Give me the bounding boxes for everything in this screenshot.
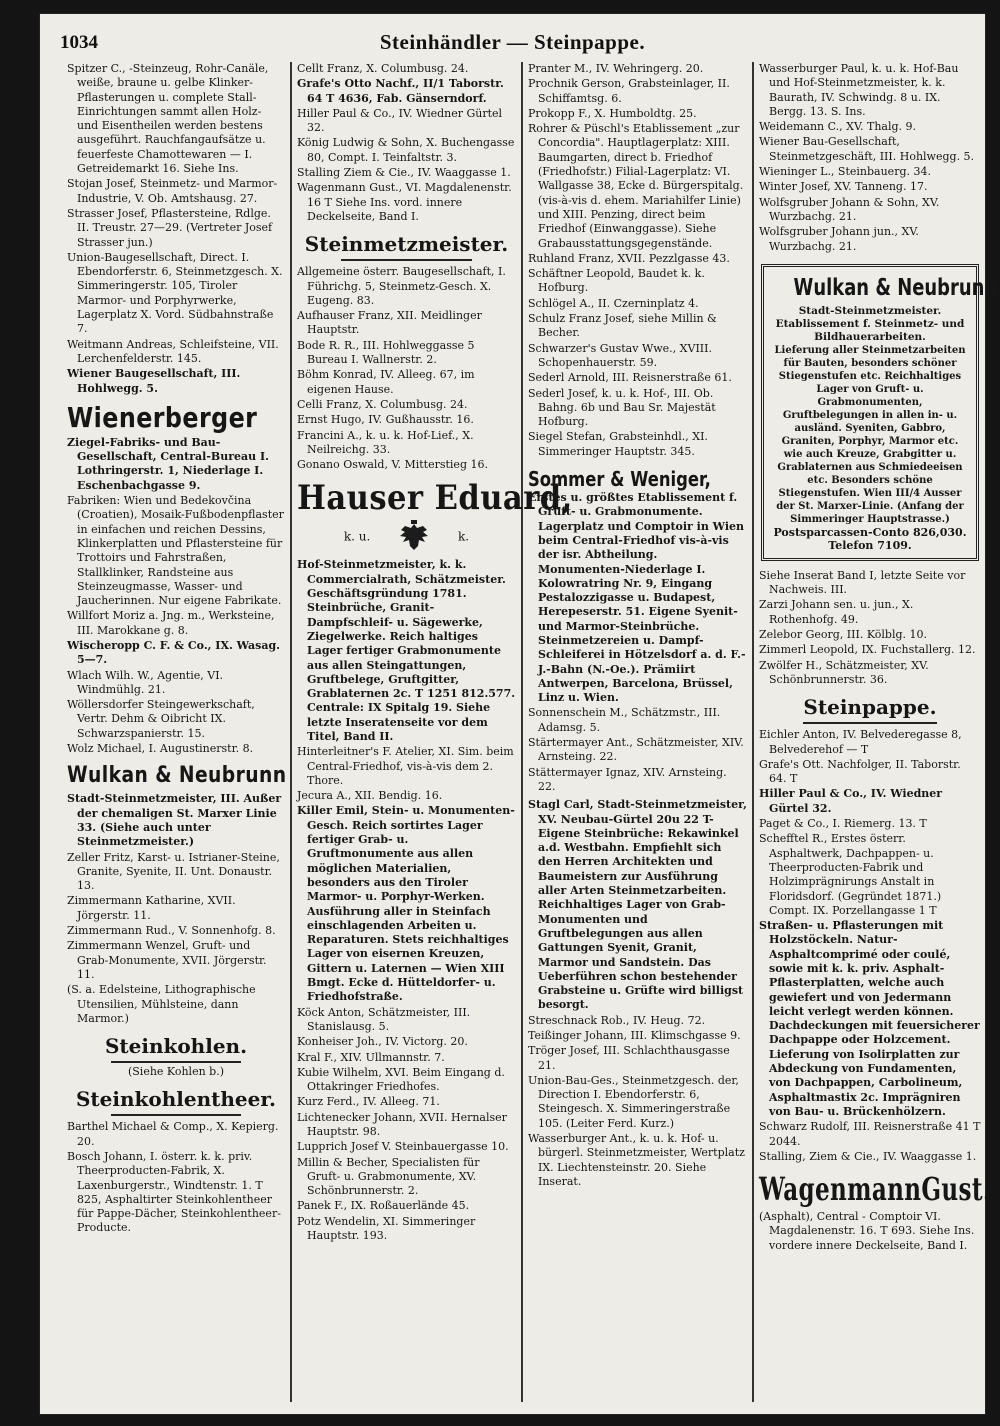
directory-entry: Wiener Baugesellschaft, III. Hohlwegg. 5. [67,367,241,395]
directory-entry: Paget & Co., I. Riemerg. 13. T [759,817,927,831]
directory-entry: Schwarzer's Gustav Wwe., XVIII. Schopenhauerstr. 59. [528,341,712,369]
crest-row [297,520,516,554]
directory-entry: Zimmermann Katharine, XVII. Jörgerstr. 11. [67,894,236,922]
directory-page [40,14,998,1414]
directory-entry: Aufhauser Franz, XII. Meidlinger Hauptstr. [297,309,482,337]
directory-entry: Kubie Wilhelm, XVI. Beim Eingang d. Ottakringer Friedhofes. [297,1065,505,1094]
directory-entry: Union-Bau-Ges., Steinmetzgesch. der, Direction I. Ebendorferstr. 6, Steingesch. X. Simmeringerstraße 105. (Leiter Ferd. Kurz.) [528,1073,739,1130]
directory-entry: Prochnik Gerson, Grabsteinlager, II. Schiffamtsg. 6. [528,77,730,105]
directory-entry: Teißinger Johann, III. Klimschgasse 9. [528,1029,741,1042]
directory-entry: Panek F., IX. Roßauerlände 45. [297,1199,470,1213]
directory-entry: Bosch Johann, I. österr. k. k. priv. Theerproducten-Fabrik, X. Laxenburgerstr., Windtenstr. 1. T 825, Asphaltirter Steinkohlentheer für Pappe-Dächer, Steinkohlentheer-Producte. [67,1150,281,1235]
directory-entry: Wöllersdorfer Steingewerkschaft, Vertr. Dehm & Oibricht IX. Schwarzspanierstr. 15. [67,698,255,740]
ku-label: k. u. [343,529,371,544]
directory-entry: Spitzer C., -Steinzeug, Rohr-Canäle, weiße, braune u. gelbe Klinker-Pflasterungen u. complete Stall-Einrichtungen sammt allen Holz- und Eisentheilen werden bestens ausgeführt. Rauchfangaufsätze u. feuerfeste Chamottewaren — I. Getreidemarkt 16. Siehe Ins. [67,62,269,176]
wienerberger-name: Wienerberger [67,400,258,434]
directory-entry: Strasser Josef, Pflastersteine, Rdlge. II. Treustr. 27—29. (Vertreter Josef Strasser jun.) [67,206,273,249]
ad-account: Postsparcassen-Conto 826,030. [773,525,967,539]
directory-entry: Schlögel A., II. Czerninplatz 4. [528,296,699,310]
section-note: (Siehe Kohlen b.) [127,1065,224,1079]
directory-entry: Celli Franz, X. Columbusg. 24. [297,397,468,411]
directory-entry: Barthel Michael & Comp., X. Kepierg. 20. [67,1120,279,1148]
directory-entry: Stojan Josef, Steinmetz- und Marmor-Industrie, V. Ob. Amtshausg. 27. [67,177,278,205]
directory-entry: Weidemann C., XV. Thalg. 9. [759,120,917,134]
column-3 [521,62,752,1402]
column-1 [62,62,290,1402]
section-heading-steinkohlentheer: Steinkohlentheer. [67,1087,285,1116]
wagenmann-text: (Asphalt), Central - Comptoir VI. Magdalenenstr. 16. T 693. Siehe Ins. vordere innere Deckelseite, Band I. [759,1210,975,1252]
cross-reference: (S. a. Edelsteine, Lithographische Utensilien, Mühlsteine, dann Marmor.) [67,983,256,1025]
wulkan-name: Wulkan & Neubrunn [67,763,287,789]
directory-entry: Ernst Hugo, IV. Gußhausstr. 16. [297,413,474,427]
directory-entry: Allgemeine österr. Baugesellschaft, I. Führichg. 5, Steinmetz-Gesch. X. Eugeng. 83. [297,265,506,307]
directory-entry: Hiller Paul & Co., IV. Wiedner Gürtel 32. [759,787,943,815]
directory-entry: Sederl Arnold, III. Reisnerstraße 61. [528,371,732,385]
directory-entry: Stalling Ziem & Cie., IV. Waaggasse 1. [297,166,511,180]
directory-entry: Prokopp F., X. Humboldtg. 25. [528,106,697,120]
section-heading-steinmetzmeister: Steinmetzmeister. [297,232,516,261]
directory-entry: Hinterleitner's F. Atelier, XI. Sim. beim Central-Friedhof, vis-à-vis dem 2. Thore. [297,745,514,787]
directory-entry: Eichler Anton, IV. Belvederegasse 8, Belvederehof — T [759,728,962,756]
section-heading-steinpappe: Steinpappe. [759,695,981,724]
ad-title: Wulkan & Neubrunn [793,274,998,301]
directory-entry: Wolz Michael, I. Augustinerstr. 8. [67,742,254,756]
wulkan-advertisement [761,264,998,561]
directory-entry: Wischeropp C. F. & Co., IX. Wasag. 5—7. [67,638,281,667]
wienerberger-text: Ziegel-Fabriks- und Bau-Gesellschaft, Central-Bureau I. Lothringerstr. 1, Niederlage I. Eschenbachgasse 9. [67,435,269,492]
directory-entry: Wlach Wilh. W., Agentie, VI. Windmühlg. 21. [67,668,224,696]
directory-entry: Schäftner Leopold, Baudet k. k. Hofburg. [528,267,705,295]
directory-entry: Jecura A., XII. Bendig. 16. [297,789,443,803]
columns [62,62,998,1402]
directory-entry: Millin & Becher, Specialisten für Gruft- u. Grabmonumente, XV. Schönbrunnerstr. 2. [297,1155,480,1198]
directory-entry: Rohrer & Püschl's Etablissement „zur Concordia". Hauptlagerplatz: XIII. Baumgarten, direct b. Friedhof (Friedhofstr.) Filial-Lagerplatz: VI. Wallgasse 38, Ecke d. Bürgerspitalg. (vis-à-vis d. ehem. Mariahilfer Linie) und XIII. Penzing, direct beim Friedhof (Einwanggasse). Siehe Grabausstattungsgegenstände. [528,122,744,250]
directory-entry: Köck Anton, Schätzmeister, III. Stanislausg. 5. [297,1005,471,1033]
sommer-text: Erstes u. größtes Etablissement f. Gruft- u. Grabmonumente. Lagerplatz und Comptoir in Wien beim Central-Friedhof vis-à-vis der isr. Abtheilung. Monumenten-Niederlage I. Kolowratring Nr. 9, Eingang Pestalozzigasse u. Budapest, Herepeserstr. 51. Eigene Syenit- und Marmor-Steinbrüche. Steinmetzereien u. Dampf-Schleiferei in Hötzelsdorf a. d. F.-J.-Bahn (N.-Oe.). Prämiirt Antwerpen, Barcelona, Brüssel, Linz u. Wien. [528,491,746,705]
directory-entry: Sonnenschein M., Schätzmstr., III. Adamsg. 5. [528,706,721,734]
directory-entry: Zeller Fritz, Karst- u. Istrianer-Steine, Granite, Syenite, II. Unt. Donaustr. 13. [67,850,280,893]
directory-entry: Zelebor Georg, III. Kölblg. 10. [759,628,927,642]
directory-entry: Wieninger L., Steinbauerg. 34. [759,165,931,179]
directory-entry: Wasserburger Ant., k. u. k. Hof- u. bürgerl. Steinmetzmeister, Wertplatz IX. Liechtensteinstr. 20. Siehe Inserat. [528,1132,745,1188]
directory-entry: Zarzi Johann sen. u. jun., X. Rothenhofg. 49. [759,598,914,626]
directory-entry: Potz Wendelin, XI. Simmeringer Hauptstr. 193. [297,1214,476,1243]
kk-label: k. [458,529,470,544]
directory-entry: Stärtermayer Ant., Schätzmeister, XIV. Arnsteing. 22. [528,736,744,764]
directory-entry: Streschnack Rob., IV. Heug. 72. [528,1013,706,1027]
directory-entry: Cellt Franz, X. Columbusg. 24. [297,62,469,75]
directory-entry: König Ludwig & Sohn, X. Buchengasse 80, Compt. I. Teinfaltstr. 3. [297,136,515,164]
wulkan-text: Stadt-Steinmetzmeister, III. Außer der chemaligen St. Marxer Linie 33. (Siehe auch unter Steinmetzmeister.) [67,792,282,849]
directory-entry: Weitmann Andreas, Schleifsteine, VII. Lerchenfelderstr. 145. [67,337,279,365]
cross-reference: Siehe Inserat Band I, letzte Seite vor Nachweis. III. [759,568,966,597]
directory-entry: Grafe's Ott. Nachfolger, II. Taborstr. 64. T [759,757,961,786]
ad-subtitle: Etablissement f. Steinmetz- und Bildhauerarbeiten. [775,317,965,343]
wagenmann-name: WagenmannGust. [759,1170,992,1209]
hauser-text: Hof-Steinmetzmeister, k. k. Commercialrath, Schätzmeister. Geschäftsgründung 1781. Steinbrüche, Granit-Dampfschleif- u. Sägewerke, Ziegelwerke. Reich haltiges Lager fertiger Grabmonumente aus allen Steingattungen, Gruftbelege, Gruftgitter, Grablaternen 2c. T 1251 812.577. Centrale: IX Spitalg 19. Siehe letzte Inseratenseite vor dem Titel, Band II. [297,558,516,743]
hauser-name: Hauser Eduard, [297,478,573,519]
ad-subtitle: Stadt-Steinmetzmeister. [798,304,942,317]
directory-entry: Kurz Ferd., IV. Alleeg. 71. [297,1095,440,1109]
directory-entry: Wiener Bau-Gesellschaft, Steinmetzgeschäft, III. Hohlwegg. 5. [759,135,975,163]
directory-entry: Pranter M., IV. Wehringerg. 20. [528,62,704,75]
directory-entry: Schwarz Rudolf, III. Reisnerstraße 41 T 2044. [759,1120,981,1148]
directory-entry: Wolfsgruber Johann jun., XV. Wurzbachg. 21. [759,225,919,253]
ad-telephone: Telefon 7109. [828,538,912,552]
sommer-name: Sommer & Weniger, [528,467,711,492]
directory-entry: Tröger Josef, III. Schlachthausgasse 21. [528,1044,730,1072]
directory-entry: Gonano Oswald, V. Mitterstieg 16. [297,458,488,472]
column-4 [752,62,998,1402]
directory-entry: Böhm Konrad, IV. Alleeg. 67, im eigenen Hause. [297,368,475,396]
directory-entry: Hiller Paul & Co., IV. Wiedner Gürtel 32. [297,106,503,135]
directory-entry: Killer Emil, Stein- u. Monumenten-Gesch. Reich sortirtes Lager fertiger Grab- u. Gruftmonumente aus allen möglichen Materialien, besonders aus den Tiroler Marmor- u. Porphyr-Werken. Ausführung aller in Steinfach einschlagenden Arbeiten u. Reparaturen. Stets reichhaltiges Lager von eisernen Kreuzen, Gittern u. Laternen — Wien XIII Bmgt. Ecke d. Hütteldorfer- u. Friedhofstraße. [297,804,515,1004]
running-head: Steinhändler — Steinpappe. [379,30,646,54]
directory-entry: Zwölfer H., Schätzmeister, XV. Schönbrunnerstr. 36. [759,658,929,686]
directory-entry: Union-Baugesellschaft, Direct. I. Ebendorferstr. 6, Steinmetzgesch. X. Simmeringerstr. 105, Tiroler Marmor- und Porphyrwerke, Lagerplatz X. Vord. Südbahnstraße 7. [67,250,283,336]
directory-entry: Zimmermann Rud., V. Sonnenhofg. 8. [67,924,276,938]
directory-entry: Stalling, Ziem & Cie., IV. Waaggasse 1. [759,1149,977,1163]
directory-entry: Wagenmann Gust., VI. Magdalenenstr. 16 T Siehe Ins. vord. innere Deckelseite, Band I. [297,181,512,223]
directory-entry: Kral F., XIV. Ullmannstr. 7. [297,1050,445,1064]
directory-entry: Zimmermann Wenzel, Gruft- und Grab-Monumente, XVII. Jörgerstr. 11. [67,939,267,981]
directory-entry: Schefftel R., Erstes österr. Asphaltwerk, Dachpappen- u. Theerproducten-Fabrik und Holzimprägnirungs Anstalt in Floridsdorf. (Gegründet 1871.) Compt. IX. Porzellangasse 1 T [759,832,942,917]
directory-entry: Lichtenecker Johann, XVII. Hernalser Hauptstr. 98. [297,1110,507,1138]
directory-entry: Winter Josef, XV. Tanneng. 17. [759,180,928,194]
directory-entry: Stagl Carl, Stadt-Steinmetzmeister, XV. Neubau-Gürtel 20u 22 T-Eigene Steinbrüche: Rekawinkel a.d. Westbahn. Empfiehlt sich den Herren Architekten und Baumeistern zur Ausführung aller Arten Steinmetzarbeiten. Reichhaltiges Lager von Grab-Monumenten und Gruftbelegungen aus allen Gattungen Syenit, Granit, Marmor und Sandstein. Das Ueberführen schon bestehender Grabsteine u. Grüfte wird billigst besorgt. [528,798,747,1012]
directory-entry: Schulz Franz Josef, siehe Millin & Becher. [528,312,717,340]
directory-entry: Wolfsgruber Johann & Sohn, XV. Wurzbachg. 21. [759,195,940,223]
directory-entry: Stättermayer Ignaz, XIV. Arnsteing. 22. [528,765,727,793]
ad-body: Lieferung aller Steinmetzarbeiten für Bauten, besonders schöner Stiegenstufen etc. Reichhaltiges Lager von Gruft- u. Grabmonumenten, Gruftbelegungen in allen in- u. ausländ. Syeniten, Gabbro, Graniten, Porphyr, Marmor etc. wie auch Kreuze, Grabgitter u. Grablaternen aus Schmiedeeisen etc. Besonders schöne Stiegenstufen. Wien III/4 Ausser der St. Marxer-Linie. (Anfang der Simmeringer Hauptstrasse.) [774,344,966,525]
directory-entry: Siegel Stefan, Grabsteinhdl., XI. Simmeringer Hauptstr. 345. [528,430,708,458]
column-2 [290,62,573,1402]
page-number: 1034 [60,32,98,53]
directory-entry: Bode R. R., III. Hohlweggasse 5 Bureau I. Wallnerstr. 2. [297,338,475,367]
directory-entry: Wasserburger Paul, k. u. k. Hof-Bau und Hof-Steinmetzmeister, k. k. Baurath, IV. Schwindg. 8 u. IX. Bergg. 13. S. Ins. [759,62,959,118]
directory-entry: Willfort Moriz a. Jng. m., Werksteine, III. Marokkane g. 8. [67,609,275,637]
directory-entry: Straßen- u. Pflasterungen mit Holzstöckeln. Natur-Asphaltcomprimé oder coulé, sowie mit k. k. priv. Asphalt-Pflasterplatten, welche auch gewiefert und von Jedermann leicht verlegt werden können. Dachdeckungen mit feuersicherer Dachpappe oder Holzcement. Lieferung von Isolirplatten zur Abdeckung von Fundamenten, von Dachpappen, Carbolineum, Asphaltmastix 2c. Imprägniren von Bau- u. Brückenhölzern. [759,919,980,1118]
fabriken-text: Fabriken: Wien und Bedekovčina (Croatien), Mosaik-Fußbodenpflaster in einfachen und reichen Dessins, Klinkerplatten und Pflastersteine für Trottoirs und Fahrstraßen, Stallklinker, Randsteine aus Steinzeugmasse, Wasser- und Jaucherinnen. Nur eigene Fabrikate. [67,494,284,608]
directory-entry: Lupprich Josef V. Steinbauergasse 10. [297,1140,509,1154]
section-heading-steinkohlen: Steinkohlen. [67,1034,285,1063]
double-eagle-icon [396,520,432,554]
directory-entry: Francini A., k. u. k. Hof-Lief., X. Neilreichg. 33. [297,428,474,456]
directory-entry: Grafe's Otto Nachf., II/1 Taborstr. 64 T 4636, Fab. Gänserndorf. [297,77,504,105]
directory-entry: Zimmerl Leopold, IX. Fuchstallerg. 12. [759,643,976,657]
directory-entry: Sederl Josef, k. u. k. Hof-, III. Ob. Bahng. 6b und Bau Sr. Majestät Hofburg. [528,386,716,429]
directory-entry: Ruhland Franz, XVII. Pezzlgasse 43. [528,251,730,265]
directory-entry: Konheiser Joh., IV. Victorg. 20. [297,1035,468,1049]
